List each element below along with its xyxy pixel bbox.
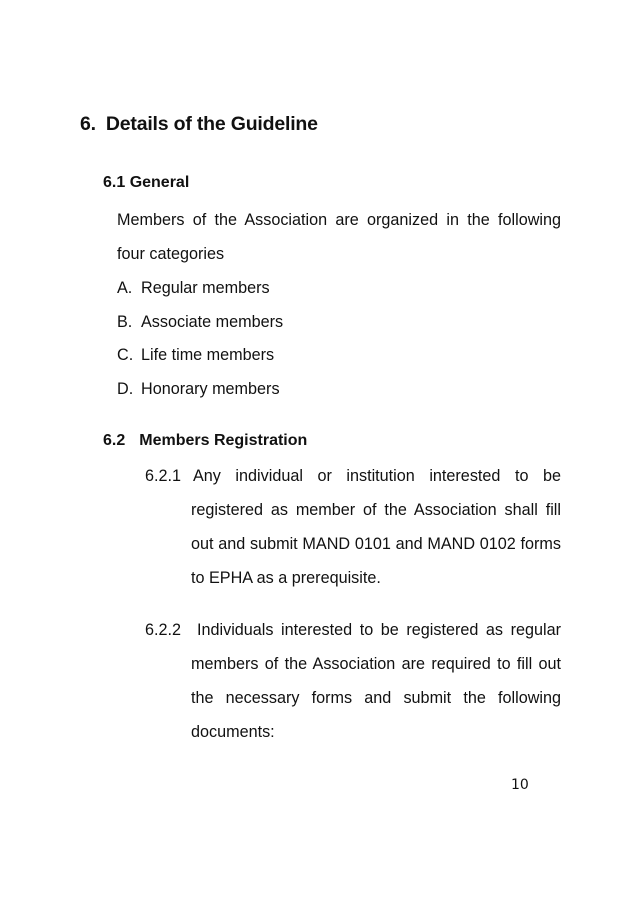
registration-item	[145, 613, 561, 753]
section-title: Details of the Guideline	[105, 113, 318, 135]
category-item	[117, 380, 280, 399]
category-letter: D.	[117, 380, 134, 398]
category-item	[117, 279, 270, 298]
section-number: 6.	[80, 113, 96, 135]
section-heading	[80, 113, 318, 136]
registration-item-number: 6.2.2	[145, 621, 182, 639]
registration-item-number: 6.2.1	[145, 467, 182, 485]
registration-item-line: the necessary forms and submit the following	[191, 689, 561, 707]
registration-item-line: out and submit MAND 0101 and MAND 0102 forms	[191, 535, 561, 553]
registration-heading	[103, 432, 307, 450]
registration-item-line: documents:	[191, 723, 275, 741]
category-text: Life time members	[141, 346, 275, 364]
registration-item-line: Any individual or institution interested to be	[193, 467, 561, 485]
category-letter: B.	[117, 313, 133, 331]
category-text: Associate members	[141, 313, 284, 331]
general-intro-line-1: Members of the Association are organized in the following	[117, 211, 561, 229]
category-letter: C.	[117, 346, 134, 364]
registration-item-line: to EPHA as a prerequisite.	[191, 569, 381, 587]
registration-heading-text: Members Registration	[139, 432, 308, 449]
page-number: 10	[511, 777, 529, 793]
category-text: Regular members	[141, 279, 270, 297]
category-letter: A.	[117, 279, 133, 297]
registration-item-line: registered as member of the Association shall fill	[191, 501, 561, 519]
registration-heading-number: 6.2	[103, 432, 126, 449]
category-text: Honorary members	[141, 380, 280, 398]
registration-item-line: Individuals interested to be registered as regular	[197, 621, 561, 639]
category-item	[117, 313, 283, 332]
general-intro-line-2: four categories	[117, 245, 225, 263]
registration-item-line: members of the Association are required to fill out	[191, 655, 561, 673]
general-heading: 6.1 General	[103, 174, 190, 191]
category-item	[117, 346, 274, 365]
registration-item	[145, 459, 561, 599]
